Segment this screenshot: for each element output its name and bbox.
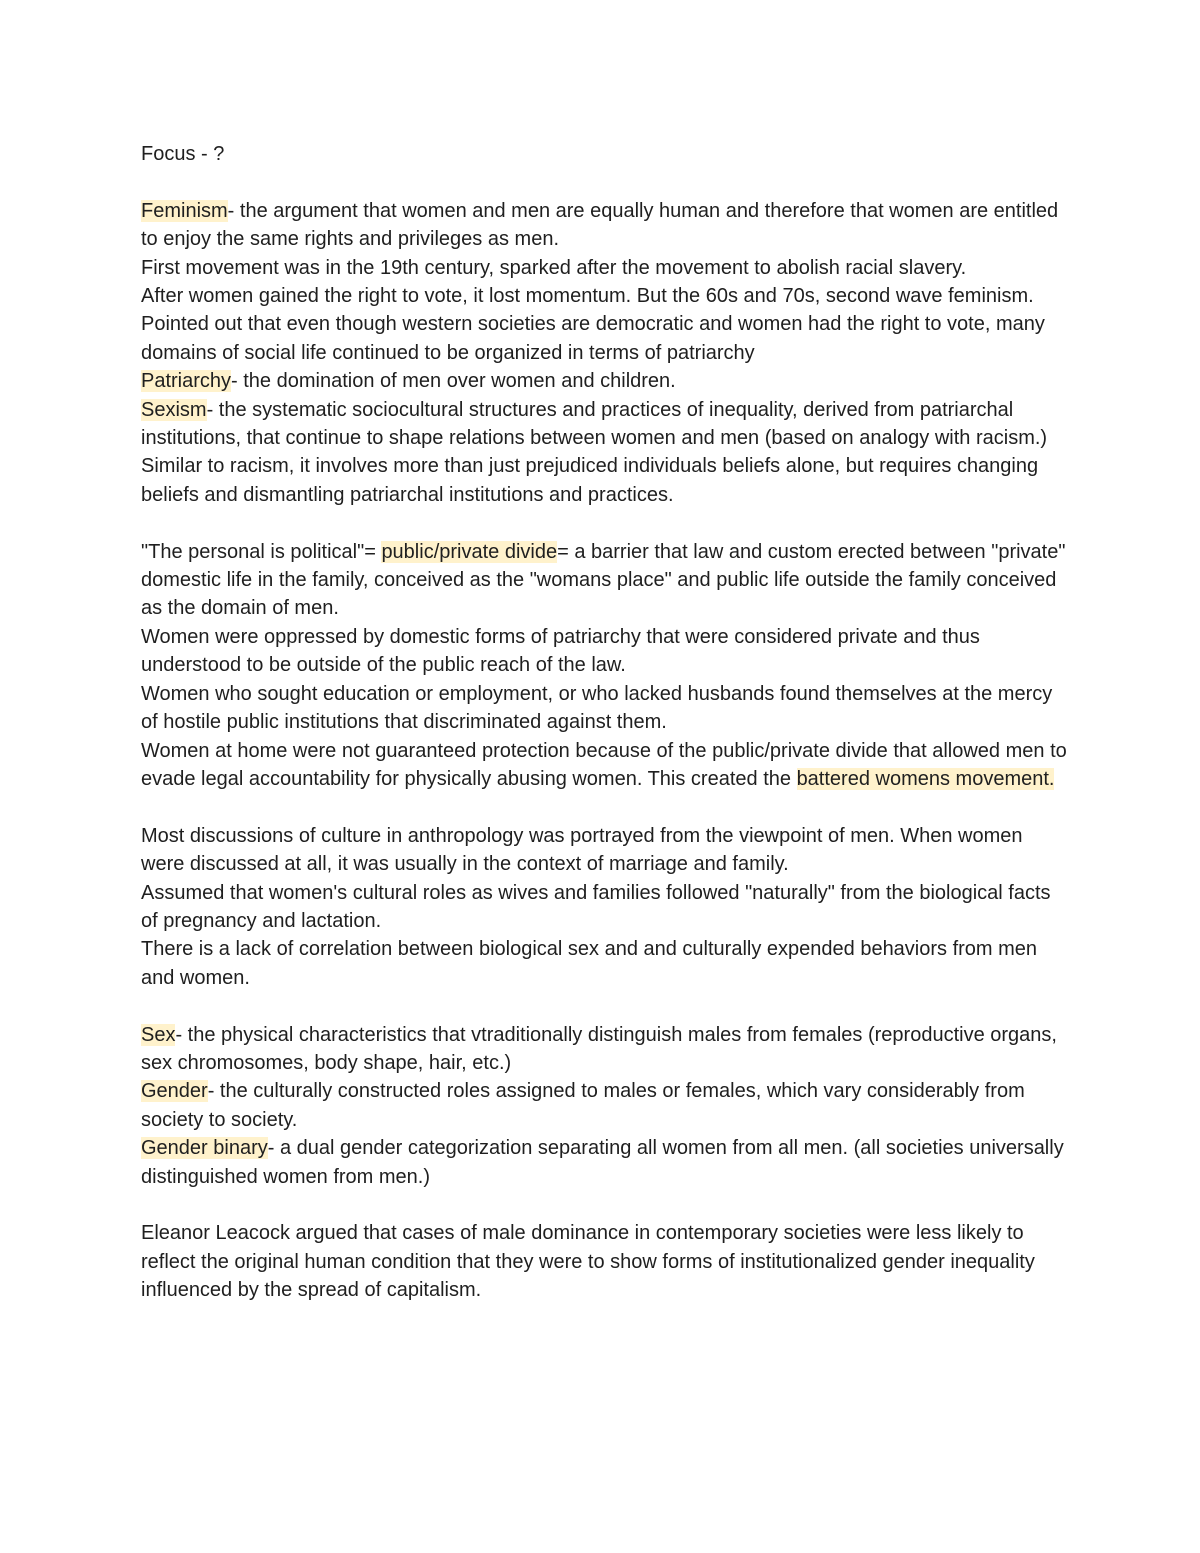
gender-binary-definition [141,1134,1071,1191]
momentum-note: After women gained the right to vote, it lost momentum. But the 60s and 70s, second wave feminism. [141,285,1034,308]
document-header: Focus - ? [141,143,225,165]
blank-line [141,793,1071,821]
document-page [141,140,1071,1305]
blank-line [141,168,1071,196]
term-sexism: Sexism [141,398,207,421]
pointed-out-note: Pointed out that even though western societies are democratic and women had the right to vote, many domains of social life continued to be organized in terms of patriarchy [141,313,1045,364]
sex-definition-text: - the physical characteristics that vtraditionally distinguish males from females (reproductive organs, sex chromosomes, body shape, hair, etc.) [141,1023,1057,1074]
sexism-definition [141,396,1071,453]
anthropology-discussions-note: Most discussions of culture in anthropology was portrayed from the viewpoint of men. When women were discussed at all, it was usually in the context of marriage and family. [141,824,1023,876]
leacock-note: Eleanor Leacock argued that cases of male dominance in contemporary societies were less likely to reflect the original human condition that they were to show forms of institutionalized gender inequality influenced by the spread of capitalism. [141,1222,1035,1302]
term-feminism: Feminism [141,199,228,222]
public-private-divide-text: = a barrier that law and custom erected between "private" domestic life in the family, conceived as the "womans place" and public life outside the family conceived as the domain of men. [141,540,1066,620]
women-at-home-note [141,737,1071,794]
patriarchy-definition [141,367,1071,395]
lack-of-correlation-note: There is a lack of correlation between biological sex and and culturally expended behaviors from men and women. [141,938,1038,989]
sex-definition [141,1021,1071,1078]
sexism-definition-text: - the systematic sociocultural structures and practices of inequality, derived from patriarchal institutions, that continue to shape relations between women and men (based on analogy with racism.) [141,398,1048,450]
oppressed-note: Women were oppressed by domestic forms of patriarchy that were considered private and thus understood to be outside of the public reach of the law. [141,625,980,677]
term-public-private-divide: public/private divide [381,540,558,563]
term-sex: Sex [141,1023,176,1046]
patriarchy-definition-text: - the domination of men over women and children. [231,370,676,393]
personal-political-prefix: "The personal is political"= [141,540,382,563]
assumed-roles-note: Assumed that women's cultural roles as wives and families followed "naturally" from the biological facts of pregnancy and lactation. [141,881,1051,932]
feminism-definition [141,197,1071,254]
blank-line [141,992,1071,1020]
education-note: Women who sought education or employment, or who lacked husbands found themselves at the mercy of hostile public institutions that discriminated against them. [141,682,1053,734]
term-gender: Gender [141,1080,208,1103]
gender-binary-definition-text: - a dual gender categorization separating all women from all men. (all societies universally distinguished women from men.) [141,1137,1064,1188]
public-private-divide-definition [141,538,1071,623]
first-movement-note: First movement was in the 19th century, sparked after the movement to abolish racial slavery. [141,256,967,279]
blank-line [141,1191,1071,1219]
blank-line [141,509,1071,537]
gender-definition-text: - the culturally constructed roles assigned to males or females, which vary considerably from society to society. [141,1080,1025,1131]
term-battered-womens-movement: battered womens movement. [796,767,1055,790]
term-gender-binary: Gender binary [141,1137,268,1160]
similar-to-racism-note: Similar to racism, it involves more than just prejudiced individuals beliefs alone, but requires changing beliefs and dismantling patriarchal institutions and practices. [141,455,1039,506]
feminism-definition-text: - the argument that women and men are equally human and therefore that women are entitled to enjoy the same rights and privileges as men. [141,199,1059,251]
term-patriarchy: Patriarchy [141,370,232,393]
gender-definition [141,1077,1071,1134]
women-at-home-text: Women at home were not guaranteed protection because of the public/private divide that allowed men to evade legal accountability for physically abusing women. This created the [141,739,1067,790]
